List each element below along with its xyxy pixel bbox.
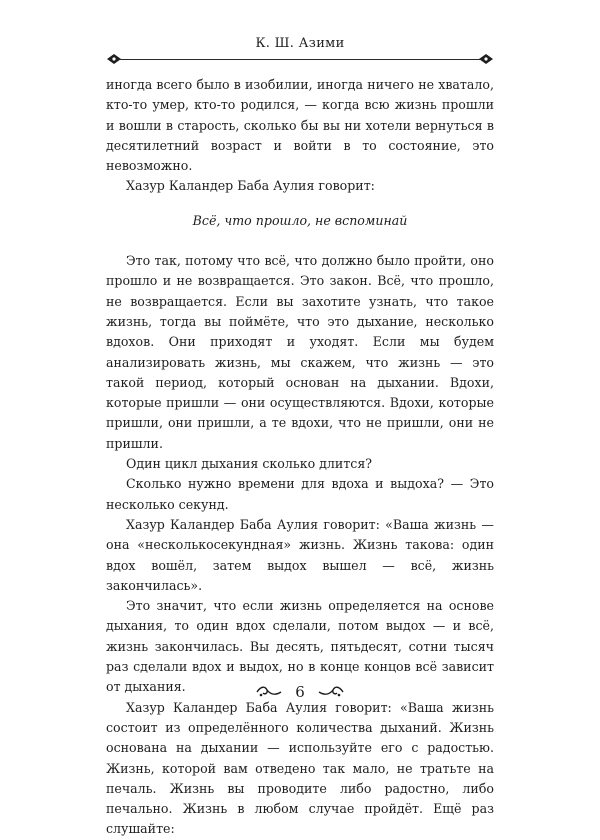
paragraph: Хазур Каландер Баба Аулия говорит: «Ваша жизнь — она «несколькосекундная» жизнь. Жизнь такова: один вдох вошёл, затем выдох вышел — всё, жизнь закончилась». xyxy=(106,516,494,593)
scroll-ornament-icon xyxy=(255,684,283,700)
author-name: К. Ш. Азими xyxy=(255,36,345,51)
running-header xyxy=(106,36,494,66)
epigraph-quote: Всё, что прошло, не вспоминай xyxy=(192,212,408,228)
paragraph: иногда всего было в изобилии, иногда ничего не хватало, кто-то умер, кто-то родился, — когда всю жизнь прошли и вошли в старость, сколько бы вы ни хотели вернуться в десятилетний возраст и войти в то состояние, это невозможно. xyxy=(106,77,494,174)
paragraph: Это так, потому что всё, что должно было пройти, оно прошло и не возвращается. Это закон. Всё, что прошло, не возвращается. Если вы захотите узнать, что такое жизнь, тогда вы поймёте, что это дыхание, несколько вдохов. Они приходят и уходят. Если мы будем анализировать жизнь, мы скажем, что жизнь — это такой период, который основан на дыхании. Вдохи, которые пришли — они осуществляются. Вдохи, которые пришли, они пришли, а те вдохи, что не пришли, они не пришли. xyxy=(106,253,494,451)
paragraph: Сколько нужно времени для вдоха и выдоха? — Это несколько секунд. xyxy=(106,476,494,512)
header-rule xyxy=(120,59,480,60)
paragraph: Один цикл дыхания сколько длится? xyxy=(126,456,373,472)
paragraph: Хазур Каландер Баба Аулия говорит: xyxy=(126,178,375,194)
scroll-ornament-icon xyxy=(317,684,345,700)
paragraph: Это значит, что если жизнь определяется на основе дыхания, то один вдох сделали, потом выдох — и всё, жизнь закончилась. Вы десять, пятьдесят, сотни тысяч раз сделали вдох и выдох, но в конце концов всё зависит от дыхания. xyxy=(106,598,494,695)
diamond-ornament-icon xyxy=(478,52,494,66)
page-footer xyxy=(0,683,600,701)
paragraph: Хазур Каландер Баба Аулия говорит: «Ваша жизнь состоит из определённого количества дыханий. Жизнь основана на дыхании — используйте его с радостью. Жизнь, которой вам отведено так мало, не тратьте на печаль. Жизнь вы проводите либо радостно, либо печально. Жизнь в любом случае пройдёт. Ещё раз слушайте: xyxy=(106,699,494,837)
body-text xyxy=(106,75,494,840)
page-number: 6 xyxy=(295,683,305,701)
